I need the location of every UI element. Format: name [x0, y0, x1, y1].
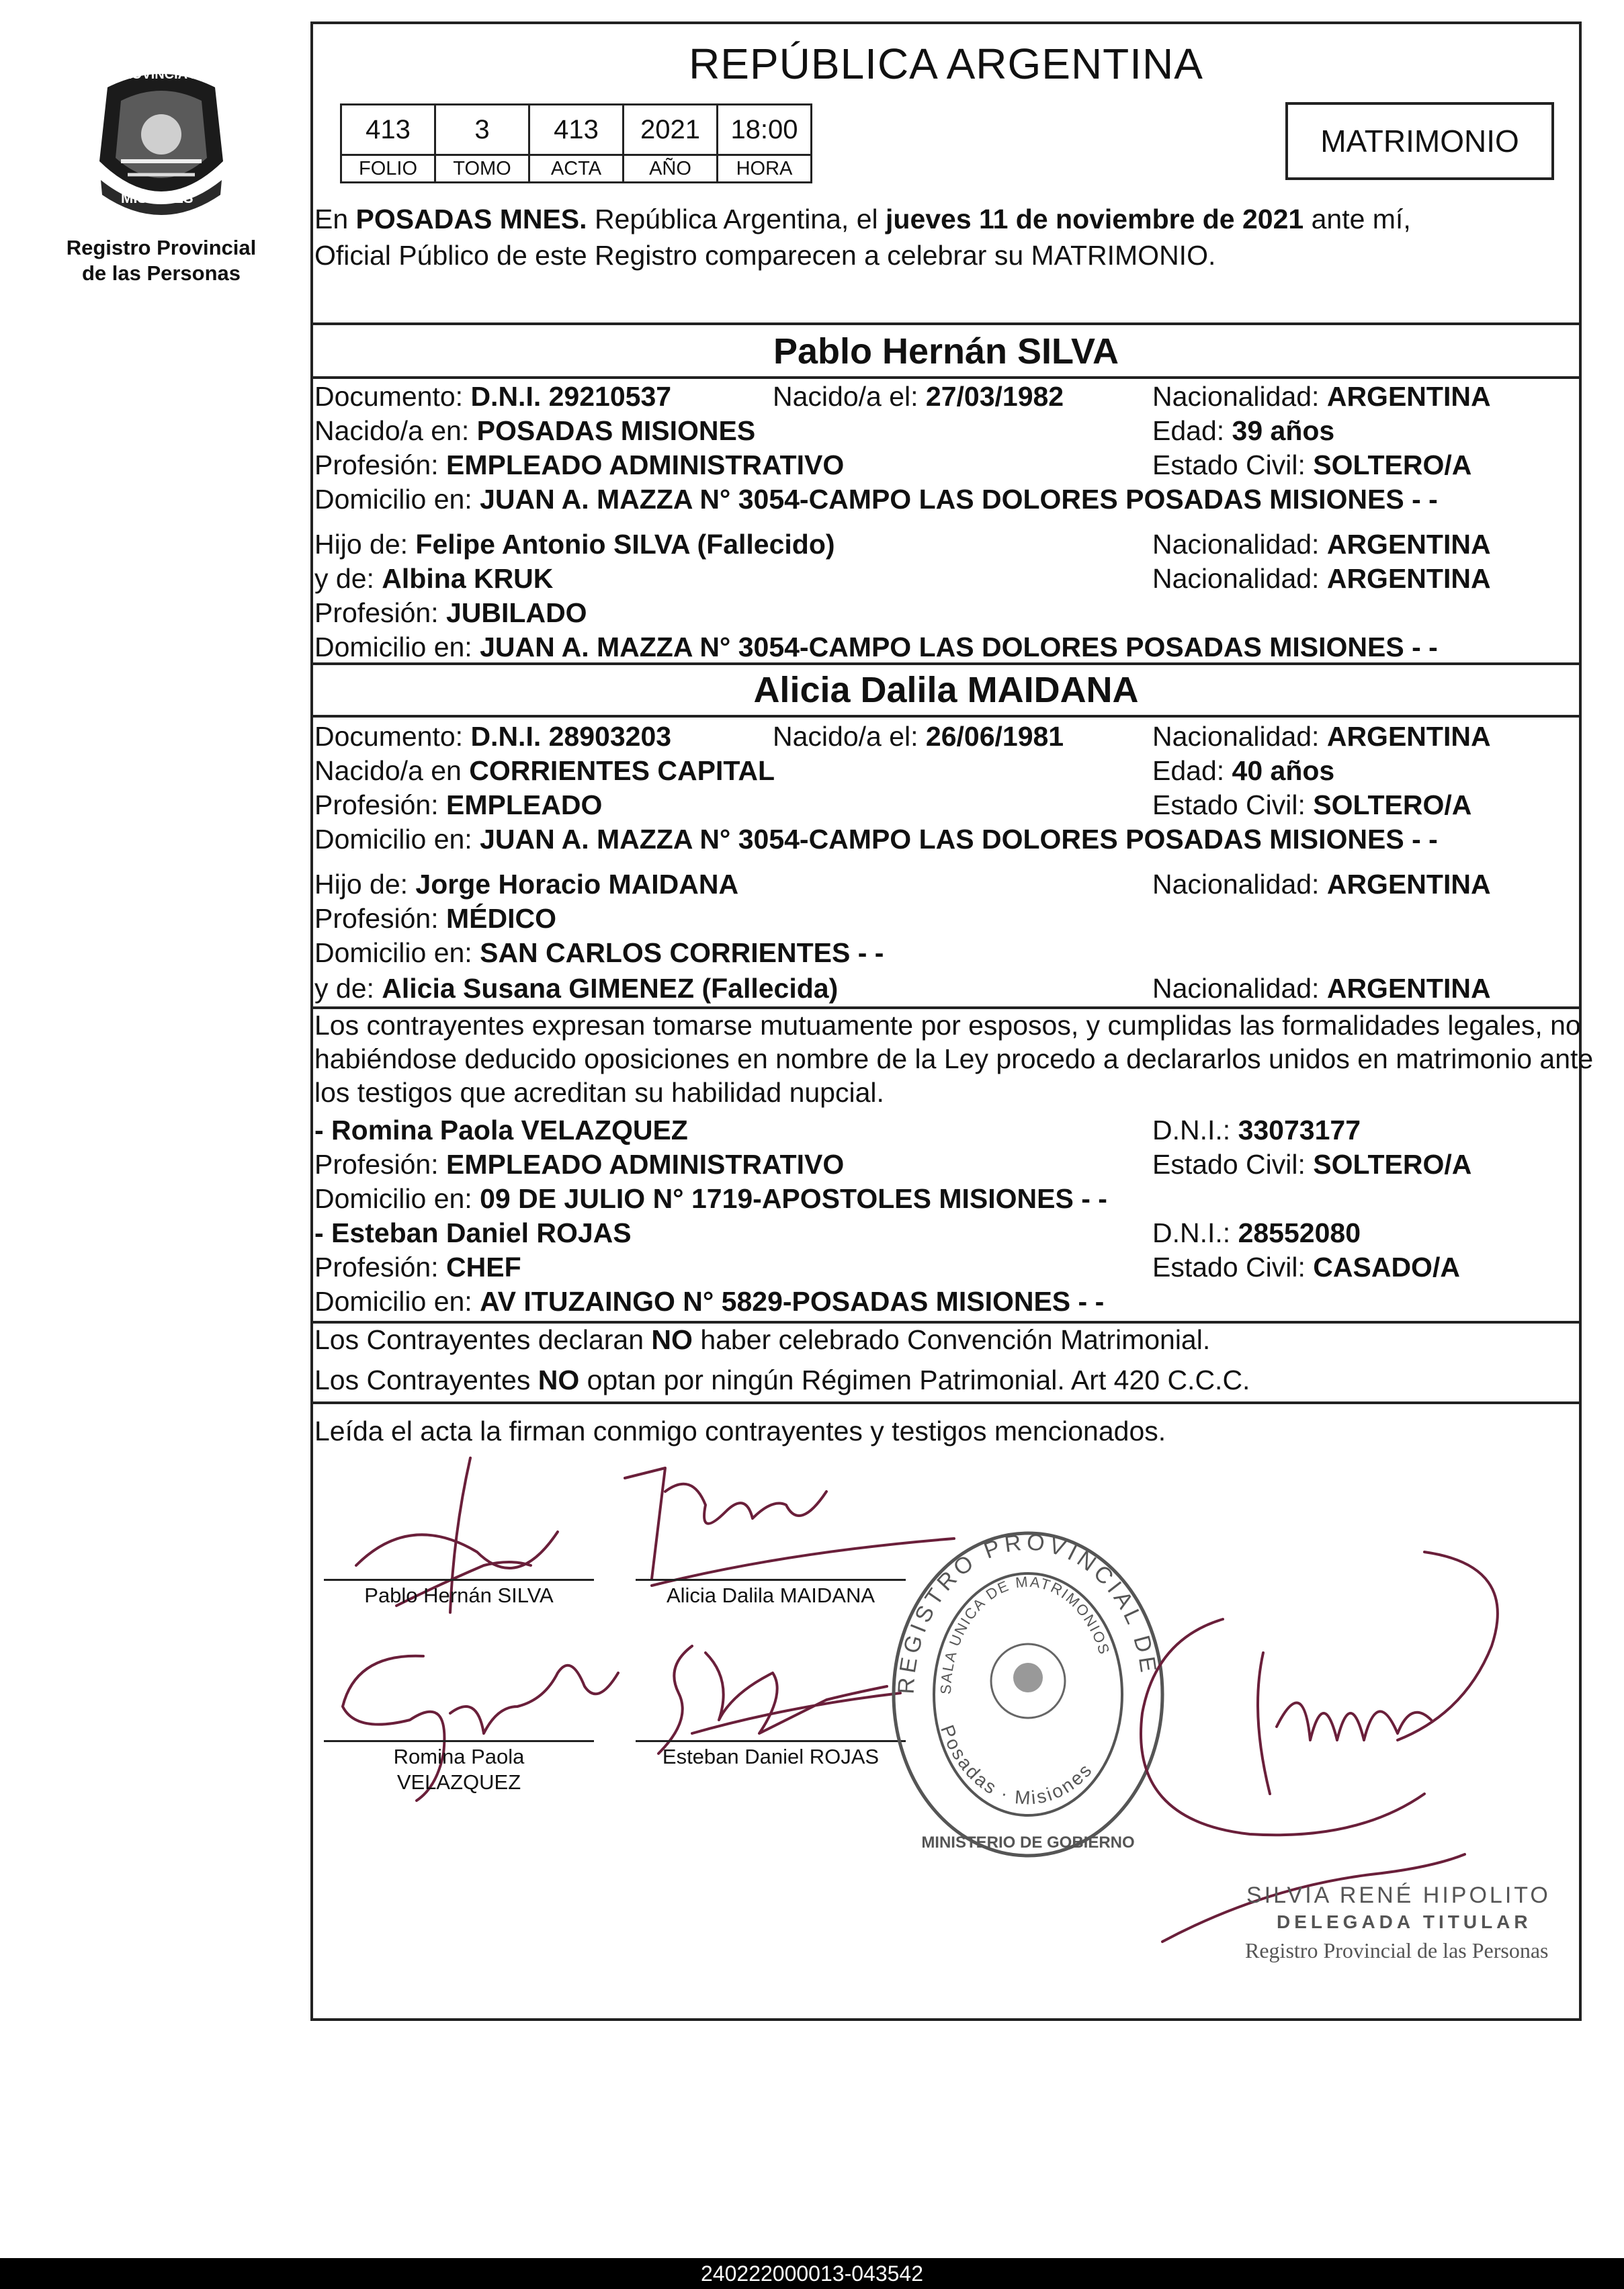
signature-label-line: VELAZQUEZ — [396, 1770, 521, 1794]
field-value: ARGENTINA — [1326, 973, 1491, 1004]
field-value: AV ITUZAINGO N° 5829-POSADAS MISIONES - - — [480, 1286, 1105, 1317]
seal-inner-text: SALA UNICA DE MATRIMONIOS — [937, 1573, 1113, 1695]
field-value: SOLTERO/A — [1313, 1149, 1472, 1180]
field-value: Albina KRUK — [382, 563, 554, 594]
signature-line — [324, 1579, 594, 1581]
declaration-line-2: habiéndose deducido oposiciones en nombre de la Ley procedo a declararlos unidos en matrimonio ante — [314, 1043, 1594, 1074]
spouse-1-mother-nationality — [1152, 561, 1491, 596]
field-label: Nacido/a en — [314, 755, 470, 786]
field-label: Estado Civil: — [1152, 1252, 1314, 1283]
seal-bottom-text: Posadas · Misiones — [937, 1722, 1097, 1809]
spouse-2-birthplace — [314, 753, 775, 788]
statement-text: optan por ningún Régimen Patrimonial. Art 420 C.C.C. — [579, 1365, 1250, 1395]
field-label: y de: — [314, 973, 382, 1004]
field-label: Documento: — [314, 381, 471, 412]
officer-title: DELEGADA TITULAR — [1277, 1911, 1532, 1932]
field-label: Profesión: — [314, 597, 446, 628]
statement-no: NO — [538, 1365, 580, 1395]
field-label: Estado Civil: — [1152, 789, 1314, 820]
field-value: POSADAS MISIONES — [476, 415, 756, 446]
folio-label: FOLIO — [341, 155, 435, 183]
field-label: Nacionalidad: — [1152, 721, 1327, 752]
field-label: Profesión: — [314, 903, 446, 934]
field-value: D.N.I. 29210537 — [470, 381, 672, 412]
spouse-2-name: Alicia Dalila MAIDANA — [753, 670, 1139, 710]
marital-agreement-statement — [314, 1322, 1210, 1357]
intro-line-2: Oficial Público de este Registro comparecen a celebrar su MATRIMONIO. — [314, 240, 1216, 271]
field-value: 09 DE JULIO N° 1719-APOSTOLES MISIONES - - — [480, 1183, 1107, 1214]
spouse-2-address — [314, 822, 1438, 857]
field-label: Domicilio en: — [314, 1286, 480, 1317]
spouse-1-birthplace — [314, 413, 755, 448]
field-value: 39 años — [1232, 415, 1335, 446]
record-index-table — [340, 103, 812, 183]
acta-value: 413 — [529, 105, 624, 155]
field-label: Nacido/a en: — [314, 415, 477, 446]
field-label: Hijo de: — [314, 529, 416, 560]
field-value: SOLTERO/A — [1313, 449, 1472, 480]
field-value: ARGENTINA — [1326, 563, 1491, 594]
field-value: JUAN A. MAZZA N° 3054-CAMPO LAS DOLORES POSADAS MISIONES - - — [480, 824, 1438, 855]
spouse-2-mother — [314, 971, 838, 1006]
field-value: JUAN A. MAZZA N° 3054-CAMPO LAS DOLORES POSADAS MISIONES - - — [480, 484, 1438, 515]
field-label: D.N.I.: — [1152, 1217, 1238, 1248]
spouse-1-mother — [314, 561, 553, 596]
witness-2-address — [314, 1284, 1104, 1319]
field-value: EMPLEADO ADMINISTRATIVO — [446, 449, 845, 480]
intro-text: República Argentina, el — [587, 204, 886, 234]
officer-name: SILVIA RENÉ HIPOLITO — [1246, 1883, 1551, 1908]
declaration-line-3: los testigos que acreditan su habilidad nupcial. — [314, 1077, 884, 1108]
spouse-2-civil-status — [1152, 787, 1471, 822]
field-label: Nacionalidad: — [1152, 869, 1327, 900]
page-title: REPÚBLICA ARGENTINA — [689, 40, 1203, 88]
field-value: Jorge Horacio MAIDANA — [415, 869, 739, 900]
signature-label-spouse-1: Pablo Hernán SILVA — [364, 1584, 554, 1607]
intro-text: ante mí, — [1304, 204, 1411, 234]
property-regime-statement — [314, 1363, 1250, 1397]
field-value: MÉDICO — [446, 903, 556, 934]
registry-label-line1: Registro Provincial — [66, 236, 257, 259]
field-label: Nacionalidad: — [1152, 529, 1327, 560]
field-value: ARGENTINA — [1326, 529, 1491, 560]
field-value: JUBILADO — [446, 597, 587, 628]
witness-1-dni — [1152, 1113, 1361, 1148]
spouse-1-father — [314, 527, 835, 562]
field-value: 33073177 — [1238, 1115, 1361, 1146]
witness-1-name: - Romina Paola VELAZQUEZ — [314, 1115, 688, 1146]
statement-text: haber celebrado Convención Matrimonial. — [692, 1324, 1211, 1355]
divider — [310, 322, 1582, 325]
field-label: Estado Civil: — [1152, 449, 1314, 480]
signature-label-spouse-2: Alicia Dalila MAIDANA — [666, 1584, 875, 1607]
field-label: Domicilio en: — [314, 824, 480, 855]
signature-line — [636, 1740, 906, 1742]
field-label: Profesión: — [314, 789, 446, 820]
divider — [310, 715, 1582, 718]
registry-label-line2: de las Personas — [81, 261, 241, 285]
field-value: SAN CARLOS CORRIENTES - - — [480, 937, 884, 968]
field-label: Profesión: — [314, 1252, 446, 1283]
spouse-2-father-profession — [314, 901, 556, 936]
witness-1-address — [314, 1181, 1107, 1216]
spouse-2-nationality — [1152, 719, 1491, 754]
intro-text: En — [314, 204, 356, 234]
hora-value: 18:00 — [718, 105, 812, 155]
field-label: Nacionalidad: — [1152, 563, 1327, 594]
spouse-1-parent-profession — [314, 595, 587, 630]
spouse-1-name: Pablo Hernán SILVA — [773, 331, 1119, 372]
field-label: Nacido/a el: — [773, 721, 926, 752]
divider — [310, 1401, 1582, 1404]
field-value: ARGENTINA — [1326, 381, 1491, 412]
spouse-2-document — [314, 719, 671, 754]
witness-2-civil-status — [1152, 1250, 1460, 1285]
signature-2 — [625, 1468, 826, 1579]
spouse-1-document — [314, 379, 671, 414]
field-value: 28552080 — [1238, 1217, 1361, 1248]
field-value: ARGENTINA — [1326, 721, 1491, 752]
declaration-line-1: Los contrayentes expresan tomarse mutuamente por esposos, y cumplidas las formalidades legales, no — [314, 1010, 1581, 1041]
anio-label: AÑO — [624, 155, 718, 183]
document-id-footer: 240222000013-043542 — [0, 2258, 1624, 2289]
field-label: D.N.I.: — [1152, 1115, 1238, 1146]
field-label: Documento: — [314, 721, 471, 752]
field-value: ARGENTINA — [1326, 869, 1491, 900]
svg-text:Posadas · Misiones — [937, 1722, 1097, 1808]
spouse-1-father-nationality — [1152, 527, 1491, 562]
anio-value: 2021 — [624, 105, 718, 155]
spouse-1-age — [1152, 413, 1334, 448]
field-value: 27/03/1982 — [925, 381, 1064, 412]
field-label: Profesión: — [314, 449, 446, 480]
field-label: Profesión: — [314, 1149, 446, 1180]
field-label: Edad: — [1152, 415, 1232, 446]
spouse-2-mother-nationality — [1152, 971, 1491, 1006]
field-value: Felipe Antonio SILVA (Fallecido) — [415, 529, 835, 560]
intro-line-1 — [314, 202, 1411, 236]
field-label: Nacido/a el: — [773, 381, 926, 412]
field-label: Nacionalidad: — [1152, 381, 1327, 412]
spouse-2-father — [314, 867, 738, 902]
record-type-box: MATRIMONIO — [1285, 102, 1554, 180]
acta-label: ACTA — [529, 155, 624, 183]
tomo-label: TOMO — [435, 155, 529, 183]
field-label: Edad: — [1152, 755, 1232, 786]
emblem-bottom-text: MISIONES — [121, 189, 194, 206]
signature-line — [324, 1740, 594, 1742]
field-value: 26/06/1981 — [925, 721, 1064, 752]
field-label: Estado Civil: — [1152, 1149, 1314, 1180]
field-label: Hijo de: — [314, 869, 416, 900]
spouse-2-profession — [314, 787, 602, 822]
spouse-2-age — [1152, 753, 1334, 788]
statement-no: NO — [651, 1324, 693, 1355]
spouse-1-address — [314, 482, 1438, 517]
signature-label-line: Romina Paola — [393, 1745, 525, 1768]
folio-value: 413 — [341, 105, 435, 155]
field-label: Domicilio en: — [314, 632, 480, 662]
signature-label-witness-1 — [324, 1744, 594, 1795]
spouse-1-birthdate — [773, 379, 1064, 414]
spouse-2-father-nationality — [1152, 867, 1491, 902]
field-value: JUAN A. MAZZA N° 3054-CAMPO LAS DOLORES POSADAS MISIONES - - — [480, 632, 1438, 662]
spouse-1-parent-address — [314, 630, 1438, 664]
statement-text: Los Contrayentes — [314, 1365, 538, 1395]
spouse-1-profession — [314, 447, 844, 482]
emblem-top-text: PROVINCIA DE — [113, 67, 210, 82]
reading-statement: Leída el acta la firman conmigo contrayentes y testigos mencionados. — [314, 1416, 1166, 1446]
field-value: D.N.I. 28903203 — [470, 721, 672, 752]
field-label: y de: — [314, 563, 382, 594]
signature-label-witness-2: Esteban Daniel ROJAS — [662, 1745, 880, 1768]
seal-ministry-text: MINISTERIO DE GOBIERNO — [921, 1833, 1135, 1852]
statement-text: Los Contrayentes declaran — [314, 1324, 652, 1355]
field-label: Nacionalidad: — [1152, 973, 1327, 1004]
field-value: CHEF — [446, 1252, 521, 1283]
signature-line — [636, 1579, 906, 1581]
field-value: CORRIENTES CAPITAL — [469, 755, 775, 786]
witness-1-civil-status — [1152, 1147, 1471, 1182]
field-value: Alicia Susana GIMENEZ (Fallecida) — [382, 973, 839, 1004]
field-label: Domicilio en: — [314, 937, 480, 968]
spouse-1-civil-status — [1152, 447, 1471, 482]
registry-label — [54, 235, 269, 286]
witness-1-profession — [314, 1147, 844, 1182]
intro-date: jueves 11 de noviembre de 2021 — [886, 204, 1304, 234]
field-value: 40 años — [1232, 755, 1335, 786]
witness-2-name: - Esteban Daniel ROJAS — [314, 1217, 632, 1248]
field-label: Domicilio en: — [314, 484, 480, 515]
witness-2-dni — [1152, 1215, 1361, 1250]
field-value: EMPLEADO — [446, 789, 603, 820]
seal-outer-text: REGISTRO PROVINCIAL DE — [893, 1529, 1162, 1695]
tomo-value: 3 — [435, 105, 529, 155]
field-value: SOLTERO/A — [1313, 789, 1472, 820]
officer-registry: Registro Provincial de las Personas — [1245, 1938, 1549, 1962]
witness-2-profession — [314, 1250, 521, 1285]
hora-label: HORA — [718, 155, 812, 183]
spouse-2-father-address — [314, 935, 884, 970]
field-label: Domicilio en: — [314, 1183, 480, 1214]
field-value: CASADO/A — [1313, 1252, 1460, 1283]
spouse-1-nationality — [1152, 379, 1491, 414]
spouse-2-birthdate — [773, 719, 1064, 754]
intro-place: POSADAS MNES. — [355, 204, 587, 234]
field-value: EMPLEADO ADMINISTRATIVO — [446, 1149, 845, 1180]
